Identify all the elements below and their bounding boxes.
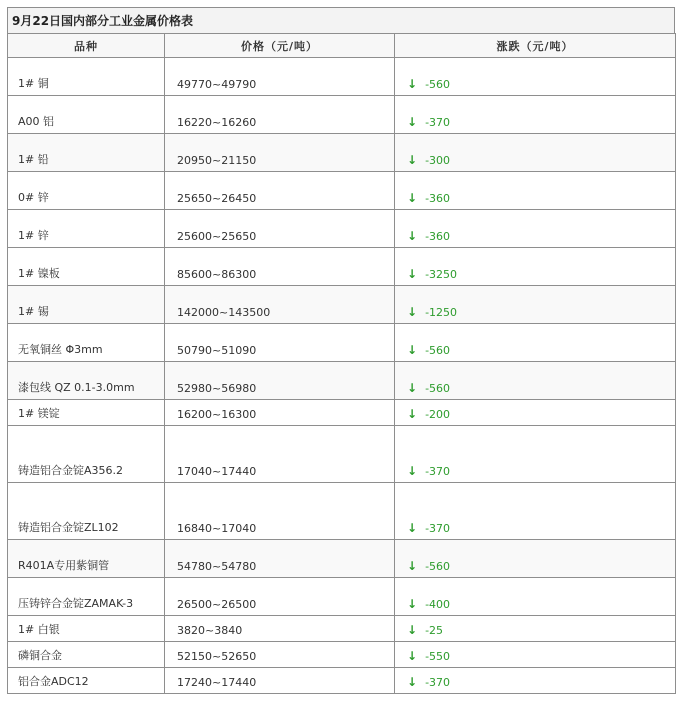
down-arrow-icon: ↓ [407, 521, 418, 535]
variety-cell: 铝合金ADC12 [8, 668, 165, 694]
price-cell: 16200~16300 [165, 400, 395, 426]
variety-cell: 1# 锡 [8, 286, 165, 324]
change-cell [395, 483, 676, 540]
price-cell: 16220~16260 [165, 96, 395, 134]
change-cell [395, 210, 676, 248]
change-cell [395, 248, 676, 286]
price-cell: 20950~21150 [165, 134, 395, 172]
down-arrow-icon: ↓ [407, 229, 418, 243]
down-arrow-icon: ↓ [407, 407, 418, 421]
price-cell: 17240~17440 [165, 668, 395, 694]
variety-cell: 1# 镍板 [8, 248, 165, 286]
variety-cell: A00 铝 [8, 96, 165, 134]
change-cell [395, 96, 676, 134]
change-value: -3250 [425, 268, 458, 281]
variety-cell: 磷铜合金 [8, 642, 165, 668]
price-cell: 52980~56980 [165, 362, 395, 400]
change-value: -360 [425, 230, 451, 243]
change-cell [395, 172, 676, 210]
change-value: -550 [425, 650, 451, 663]
change-value: -560 [425, 382, 451, 395]
change-value: -370 [425, 522, 451, 535]
price-cell: 85600~86300 [165, 248, 395, 286]
table-row [8, 172, 676, 210]
price-table-container [7, 7, 675, 694]
table-row [8, 426, 676, 483]
change-cell [395, 578, 676, 616]
table-row [8, 483, 676, 540]
table-row [8, 616, 676, 642]
price-cell: 25650~26450 [165, 172, 395, 210]
change-cell [395, 324, 676, 362]
variety-cell: 1# 白银 [8, 616, 165, 642]
down-arrow-icon: ↓ [407, 597, 418, 611]
variety-cell: 无氧铜丝 Φ3mm [8, 324, 165, 362]
table-row [8, 668, 676, 694]
table-row [8, 642, 676, 668]
variety-cell: 铸造铝合金锭A356.2 [8, 426, 165, 483]
variety-cell: 压铸锌合金锭ZAMAK-3 [8, 578, 165, 616]
change-value: -560 [425, 78, 451, 91]
down-arrow-icon: ↓ [407, 649, 418, 663]
table-row [8, 540, 676, 578]
change-cell [395, 58, 676, 96]
change-value: -560 [425, 560, 451, 573]
down-arrow-icon: ↓ [407, 343, 418, 357]
variety-cell: 1# 铅 [8, 134, 165, 172]
header-price: 价格（元/吨） [165, 34, 395, 58]
down-arrow-icon: ↓ [407, 153, 418, 167]
price-cell: 25600~25650 [165, 210, 395, 248]
table-row [8, 324, 676, 362]
header-change: 涨跌（元/吨） [395, 34, 676, 58]
down-arrow-icon: ↓ [407, 77, 418, 91]
down-arrow-icon: ↓ [407, 464, 418, 478]
down-arrow-icon: ↓ [407, 381, 418, 395]
price-cell: 17040~17440 [165, 426, 395, 483]
change-value: -360 [425, 192, 451, 205]
variety-cell: 0# 锌 [8, 172, 165, 210]
price-cell: 49770~49790 [165, 58, 395, 96]
price-cell: 142000~143500 [165, 286, 395, 324]
down-arrow-icon: ↓ [407, 115, 418, 129]
price-cell: 16840~17040 [165, 483, 395, 540]
change-cell [395, 134, 676, 172]
change-value: -300 [425, 154, 451, 167]
price-cell: 54780~54780 [165, 540, 395, 578]
change-value: -25 [425, 624, 444, 637]
down-arrow-icon: ↓ [407, 267, 418, 281]
change-cell [395, 286, 676, 324]
table-row [8, 286, 676, 324]
table-row [8, 362, 676, 400]
change-value: -560 [425, 344, 451, 357]
table-row [8, 96, 676, 134]
change-cell [395, 540, 676, 578]
variety-cell: 1# 锌 [8, 210, 165, 248]
header-row [8, 34, 676, 58]
change-cell [395, 400, 676, 426]
table-title: 9月22日国内部分工业金属价格表 [7, 7, 675, 33]
table-row [8, 400, 676, 426]
down-arrow-icon: ↓ [407, 559, 418, 573]
down-arrow-icon: ↓ [407, 623, 418, 637]
price-cell: 26500~26500 [165, 578, 395, 616]
variety-cell: 铸造铝合金锭ZL102 [8, 483, 165, 540]
price-cell: 50790~51090 [165, 324, 395, 362]
price-table [7, 33, 676, 694]
variety-cell: 1# 镁锭 [8, 400, 165, 426]
table-row [8, 578, 676, 616]
header-variety: 品种 [8, 34, 165, 58]
change-cell [395, 362, 676, 400]
down-arrow-icon: ↓ [407, 675, 418, 689]
table-row [8, 134, 676, 172]
down-arrow-icon: ↓ [407, 191, 418, 205]
change-value: -370 [425, 116, 451, 129]
price-cell: 3820~3840 [165, 616, 395, 642]
change-value: -370 [425, 465, 451, 478]
change-value: -1250 [425, 306, 458, 319]
table-row [8, 58, 676, 96]
change-cell [395, 668, 676, 694]
table-row [8, 210, 676, 248]
variety-cell: R401A专用紫铜管 [8, 540, 165, 578]
change-value: -370 [425, 676, 451, 689]
table-row [8, 248, 676, 286]
change-value: -400 [425, 598, 451, 611]
change-cell [395, 426, 676, 483]
price-cell: 52150~52650 [165, 642, 395, 668]
down-arrow-icon: ↓ [407, 305, 418, 319]
variety-cell: 漆包线 QZ 0.1-3.0mm [8, 362, 165, 400]
table-body [8, 58, 676, 694]
variety-cell: 1# 铜 [8, 58, 165, 96]
change-value: -200 [425, 408, 451, 421]
change-cell [395, 616, 676, 642]
change-cell [395, 642, 676, 668]
